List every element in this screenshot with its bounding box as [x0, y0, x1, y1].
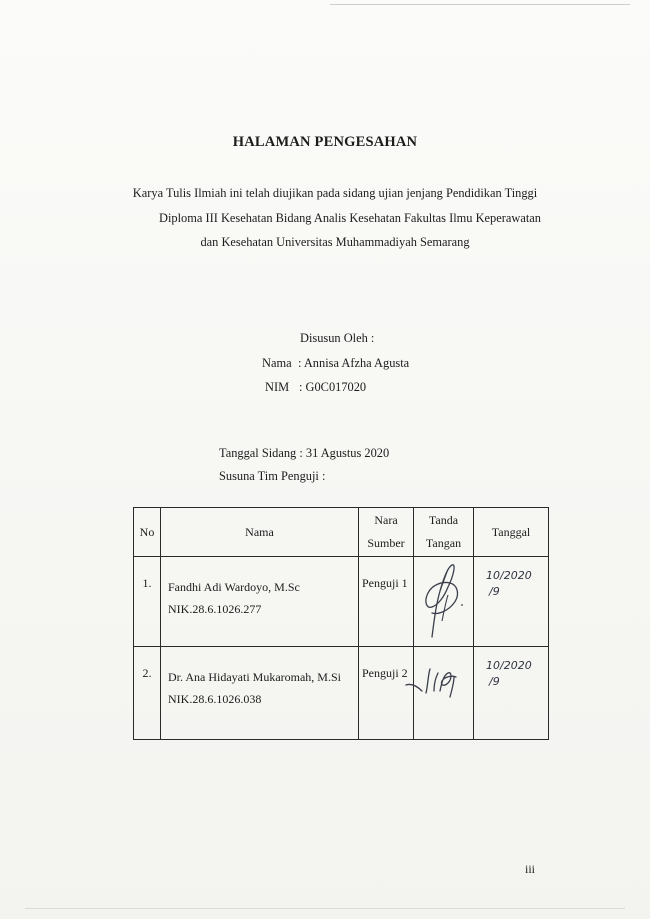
tanggal-sidang: Tanggal Sidang : 31 Agustus 2020: [219, 446, 390, 460]
row-2-nik: NIK.28.6.1026.038: [168, 692, 262, 706]
header-tangan: Tangan: [425, 536, 462, 550]
signature-2: [404, 663, 472, 703]
table-row: [134, 647, 549, 740]
row-2-date-cell: [474, 647, 549, 740]
header-no: No: [134, 508, 161, 557]
header-tanggal: Tanggal: [474, 508, 549, 557]
examiner-table: [133, 507, 549, 740]
row-2-role: Penguji 2: [359, 647, 414, 740]
susunan-tim-penguji: Susuna Tim Penguji :: [219, 469, 326, 483]
row-1-date-bottom: /9: [489, 585, 500, 598]
nama-value: : Annisa Afzha Agusta: [298, 356, 410, 370]
row-2-signature-cell: [414, 647, 474, 740]
disusun-oleh: Disusun Oleh :: [300, 331, 375, 345]
header-tanda-tangan: [414, 508, 474, 557]
table-header-row: [134, 508, 549, 557]
row-2-name-cell: [161, 647, 359, 740]
page-title: HALAMAN PENGESAHAN: [232, 134, 418, 150]
page-number: iii: [525, 862, 536, 876]
nama-label: Nama: [262, 356, 292, 370]
header-tanda: Tanda: [428, 513, 459, 527]
row-2-no: 2.: [134, 647, 161, 740]
intro-line-2: Diploma III Kesehatan Bidang Analis Kesehatan Fakultas Ilmu Keperawatan: [159, 211, 541, 225]
row-1-date-cell: [474, 557, 549, 647]
scan-edge-bottom: [25, 908, 625, 909]
row-1-role: Penguji 1: [359, 557, 414, 647]
row-2-date-top: 10/2020: [486, 659, 532, 672]
scan-edge-top: [330, 4, 630, 5]
header-sumber: Sumber: [367, 536, 405, 550]
table-row: [134, 557, 549, 647]
signature-1: [418, 561, 470, 639]
row-2-name: Dr. Ana Hidayati Mukaromah, M.Si: [168, 670, 341, 684]
nim-value: : G0C017020: [299, 380, 367, 394]
intro-line-1: Karya Tulis Ilmiah ini telah diujikan pada sidang ujian jenjang Pendidikan Tinggi: [132, 186, 538, 200]
row-1-signature-cell: [414, 557, 474, 647]
nim-label: NIM: [265, 380, 290, 394]
row-2-date-bottom: /9: [489, 675, 500, 688]
row-1-date-top: 10/2020: [486, 569, 532, 582]
header-nara-sumber: [359, 508, 414, 557]
header-nara: Nara: [374, 513, 398, 527]
row-1-no: 1.: [134, 557, 161, 647]
intro-line-3: dan Kesehatan Universitas Muhammadiyah Semarang: [200, 235, 470, 249]
header-nama: Nama: [161, 508, 359, 557]
row-1-nik: NIK.28.6.1026.277: [168, 602, 262, 616]
row-1-name-cell: [161, 557, 359, 647]
row-1-name: Fandhi Adi Wardoyo, M.Sc: [168, 580, 300, 594]
